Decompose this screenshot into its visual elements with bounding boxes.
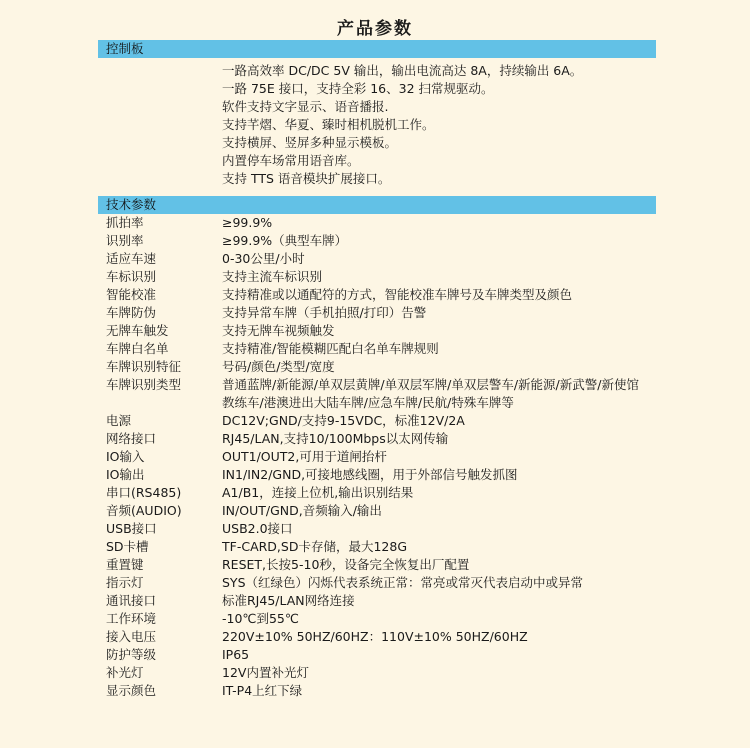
spec-label: 串口(RS485) — [106, 485, 182, 500]
table-row — [106, 268, 650, 286]
section-title-control-board: 控制板 — [106, 41, 144, 56]
table-row — [106, 502, 650, 520]
spec-label: 网络接口 — [106, 431, 157, 446]
spec-label: 车标识别 — [106, 269, 157, 284]
spec-value: IN/OUT/GND,音频输入/输出 — [222, 503, 382, 518]
spec-value: ≥99.9%（典型车牌） — [222, 233, 348, 248]
table-row — [106, 628, 650, 646]
spec-value: 支持精准/智能模糊匹配白名单车牌规则 — [222, 341, 439, 356]
spec-label: 车牌防伪 — [106, 305, 157, 320]
table-row — [106, 538, 650, 556]
spec-label: 车牌白名单 — [106, 341, 169, 356]
spec-label: 无牌车触发 — [106, 323, 169, 338]
table-row — [106, 322, 650, 340]
spec-value: A1/B1，连接上位机,输出识别结果 — [222, 485, 414, 500]
table-row — [106, 304, 650, 322]
list-item: 内置停车场常用语音库。 — [222, 153, 360, 168]
spec-value: 支持主流车标识别 — [222, 269, 323, 284]
spec-value: -10℃到55℃ — [222, 611, 299, 626]
list-item: 支持 TTS 语音模块扩展接口。 — [222, 171, 391, 186]
spec-label: 通讯接口 — [106, 593, 157, 608]
table-row — [106, 646, 650, 664]
table-row — [106, 682, 650, 700]
list-item: 软件支持文字显示、语音播报. — [222, 99, 389, 114]
table-row — [106, 592, 650, 610]
spec-value: 号码/颜色/类型/宽度 — [222, 359, 335, 374]
table-row — [106, 610, 650, 628]
spec-value: ≥99.9% — [222, 215, 273, 230]
spec-label: 接入电压 — [106, 629, 157, 644]
spec-label: USB接口 — [106, 521, 157, 536]
spec-value: OUT1/OUT2,可用于道闸抬杆 — [222, 449, 387, 464]
table-row — [106, 448, 650, 466]
spec-value: 支持无牌车视频触发 — [222, 323, 335, 338]
spec-label: 电源 — [106, 413, 132, 428]
spec-label: 重置键 — [106, 557, 144, 572]
spec-value: 普通蓝牌/新能源/单双层黄牌/单双层军牌/单双层警车/新能源/新武警/新使馆教练车/港澳进出大陆车牌/应急车牌/民航/特殊车牌等 — [222, 377, 639, 410]
spec-label: 防护等级 — [106, 647, 157, 662]
table-row — [106, 520, 650, 538]
spec-value: DC12V;GND/支持9-15VDC，标准12V/2A — [222, 413, 465, 428]
section-title-tech-params: 技术参数 — [106, 197, 157, 212]
list-item: 一路高效率 DC/DC 5V 输出，输出电流高达 8A，持续输出 6A。 — [222, 63, 583, 78]
table-row — [106, 430, 650, 448]
table-row — [106, 556, 650, 574]
spec-label: SD卡槽 — [106, 539, 149, 554]
table-row — [106, 484, 650, 502]
section-header-tech-params — [98, 196, 656, 214]
spec-label: 车牌识别特征 — [106, 359, 182, 374]
table-row — [106, 574, 650, 592]
spec-value: IT-P4上红下绿 — [222, 683, 303, 698]
spec-value: 12V内置补光灯 — [222, 665, 309, 680]
section-header-control-board — [98, 40, 656, 58]
spec-value: USB2.0接口 — [222, 521, 293, 536]
spec-label: IO输入 — [106, 449, 145, 464]
spec-label: 车牌识别类型 — [106, 377, 182, 392]
table-row — [106, 250, 650, 268]
table-row — [106, 376, 650, 412]
spec-label: 适应车速 — [106, 251, 157, 266]
spec-value: 支持精准或以通配符的方式，智能校准车牌号及车牌类型及颜色 — [222, 287, 573, 302]
list-item: 支持芊熠、华夏、臻时相机脱机工作。 — [222, 117, 435, 132]
spec-value: 220V±10% 50HZ/60HZ：110V±10% 50HZ/60HZ — [222, 629, 528, 644]
spec-value: TF-CARD,SD卡存储，最大128G — [222, 539, 408, 554]
list-item: 一路 75E 接口，支持全彩 16、32 扫常规驱动。 — [222, 81, 494, 96]
spec-value: IP65 — [222, 647, 250, 662]
table-row — [106, 664, 650, 682]
table-row — [106, 466, 650, 484]
spec-label: 音频(AUDIO) — [106, 503, 182, 518]
spec-value: 0-30公里/小时 — [222, 251, 305, 266]
spec-label: 指示灯 — [106, 575, 144, 590]
spec-label: 补光灯 — [106, 665, 144, 680]
table-row — [106, 340, 650, 358]
spec-label: IO输出 — [106, 467, 145, 482]
spec-value: 支持异常车牌（手机拍照/打印）告警 — [222, 305, 427, 320]
tech-params-table — [106, 214, 650, 700]
spec-value: 标准RJ45/LAN网络连接 — [222, 593, 355, 608]
spec-label: 智能校准 — [106, 287, 157, 302]
table-row — [106, 358, 650, 376]
table-row — [106, 412, 650, 430]
spec-label: 显示颜色 — [106, 683, 157, 698]
control-board-feature-list — [222, 62, 582, 188]
table-row — [106, 214, 650, 232]
spec-value: RJ45/LAN,支持10/100Mbps以太网传输 — [222, 431, 449, 446]
spec-label: 抓拍率 — [106, 215, 144, 230]
spec-value: RESET,长按5-10秒，设备完全恢复出厂配置 — [222, 557, 470, 572]
spec-value: IN1/IN2/GND,可接地感线圈，用于外部信号触发抓图 — [222, 467, 518, 482]
table-row — [106, 232, 650, 250]
spec-label: 识别率 — [106, 233, 144, 248]
spec-label: 工作环境 — [106, 611, 157, 626]
list-item: 支持横屏、竖屏多种显示模板。 — [222, 135, 398, 150]
page-title: 产品参数 — [337, 19, 413, 39]
table-row — [106, 286, 650, 304]
spec-value: SYS（红绿色）闪烁代表系统正常：常亮或常灭代表启动中或异常 — [222, 575, 584, 590]
